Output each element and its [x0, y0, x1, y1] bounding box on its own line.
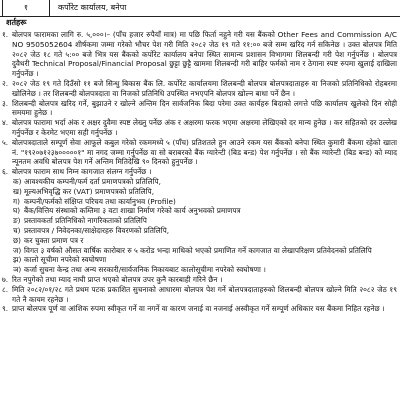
item-text: बोलपत्र फारामका लागि रु. ५,०००।– (पाँच हजार रुपैयाँ मात्र) मा पछि फिर्ता नहुने गरी यस बैंकको Other Fees and Commission A/C NO 9505052604 शीर्षकमा जम्मा गरेको भौचर पेश गरी मिति २०८२ जेठ १९ गते ११:०० बजे सम्म खरिद गर्न सकिनेछ । उक्त बोलपत्र मिति २०८२ जेठ १८ गते ५:०० बजे भित्र यस बैंकको कर्पोरेट कार्यालय बनेपा स्थित सामान्य प्रशासन विभागमा शिलबन्दी गरी पेश गर्नुपर्नेछ । बोलपत्र दुवैथरी Technical Proposal/Financial Proposal छुट्टा छुट्टै खाममा शिलबन्दी गरी बाहिर फर्मको नाम र ठेगाना स्पष्ट रुपमा खुलाई दाखिला गर्नुपर्नेछ । — [12, 30, 397, 79]
document-item — [0, 255, 400, 265]
condition-item — [0, 275, 400, 285]
condition-item — [0, 79, 400, 99]
sub-text: आवश्यकीय कम्पनी/फर्म दर्ता प्रमाणपत्रको प्रतिलिपि, — [24, 176, 161, 186]
sub-number: झ) — [13, 255, 22, 265]
item-number: ९. — [2, 304, 9, 314]
condition-item — [0, 304, 400, 314]
sub-number: ग) — [13, 196, 20, 206]
document-item — [0, 236, 400, 246]
sub-text: प्रस्तावकर्ता प्रतिनिधिको नागरिकताको प्रतिलिपि — [24, 216, 147, 226]
office-cell: कर्पोरेट कार्यालय, बनेपा — [58, 3, 127, 12]
condition-item — [0, 138, 400, 167]
item-number: ६. — [2, 167, 9, 177]
sub-number: घ) — [13, 206, 21, 216]
document-item — [0, 265, 400, 275]
item-number: १. — [2, 30, 9, 39]
conditions-list — [0, 30, 400, 314]
item-text: बोलपत्र फारामा भर्दा अंक र अक्षर दुवैमा स्पष्ट लेख्नु पर्नेछ अंक र अक्षरमा फरक भएमा अक्षरमा लेखिएको दर मान्य हुनेछ । कर सहितको दर उल्लेख गर्नुपर्नेछ र केरमेट भएमा सही गर्नुपर्नेछ । — [12, 118, 397, 137]
condition-item — [0, 285, 400, 305]
sub-number: ङ) — [13, 216, 21, 226]
sub-text: कर चुक्ता प्रमाण पत्र र — [24, 235, 84, 245]
top-table — [0, 0, 400, 17]
item-text: प्राप्त बोलपत्र पूर्ण वा आंशिक रुपमा स्वीकृत गर्ने वा नगर्ने वा कारण जनाई वा नजनाई अस्वीकृत गर्ने सम्पूर्ण अधिकार यस बैंकमा निहित रहनेछ । — [12, 304, 385, 314]
item-number: ७. — [2, 274, 9, 284]
sub-text: बैंक/वित्तिय संस्थाको कम्तिमा ३ वटा शाखा निर्माण गरेको कार्य अनुभवको प्रमाणपत्र — [24, 206, 241, 216]
sub-number: छ) — [13, 235, 21, 245]
document-item — [0, 246, 400, 256]
document-item — [0, 216, 400, 226]
item-number: ३. — [2, 98, 9, 108]
document-item — [0, 206, 400, 216]
conditions-heading: शर्तहरू — [6, 18, 27, 27]
document-item — [0, 187, 400, 197]
condition-item — [0, 99, 400, 119]
sub-text: मूल्यअभिवृद्धि कर (VAT) प्रमाणपत्रको प्रतिलिपि, — [24, 186, 155, 196]
sub-number: ञ) — [13, 265, 22, 275]
sub-number: क) — [13, 176, 22, 186]
item-text: बोलपत्र फाराम साथ निम्न कागजात संलग्न गर्नुपर्नेछ । — [12, 167, 152, 177]
sub-text: कम्पनी/फर्मको संक्षिप्त परिचय तथा कार्यानुभव (Profile) — [24, 196, 176, 206]
item-text: २०८२ जेठ १९ गते दिउँसो ११ बजे सिन्धु बिकास बैंक लि. कर्पोरेट कार्यालयमा शिलबन्दी बोलपत्र बोलपत्रदाताहरु वा निजको प्रतिनिधिको रोहबरमा खोलिनेछ । तर शिलबन्दी बोलपत्रदाता वा निजको प्रतिनिधि उपस्थित नभएपनि बोलपत्र खोल्न बाधा पर्ने छैन । — [12, 78, 397, 98]
row-number: १ — [2, 0, 50, 16]
sub-text: विगत ३ वर्षको औसत वार्षिक कारोबार रु ५ करोड भन्दा माथिको भएको प्रमाणित गर्ने कागजात वा लेखापरिक्षण प्रतिवेदनको प्रतिलिपि — [24, 245, 372, 255]
item-number: २. — [2, 78, 9, 88]
condition-item — [0, 118, 400, 138]
document-item — [0, 197, 400, 207]
condition-item — [0, 167, 400, 177]
item-text: रित नपुगेको तथा म्याद नाघी प्राप्त भएको बोलपत्र उपर कुनै कारबाही गरिने छैन । — [12, 274, 223, 284]
sub-number: च) — [13, 225, 21, 235]
item-text: मिति २०८२/०१/२८ गते प्रथम पटक प्रकाशित सुचनाको आधारमा बोलपत्र पेश गर्ने बोलपत्रदाताहरुको शिलबन्दी बोलपत्र खोल्ने मिति २०८२ जेठ १९ गते नै कायम रहनेछ । — [12, 284, 397, 304]
document-item — [0, 177, 400, 187]
sub-number: ज) — [13, 245, 22, 255]
item-number: ५. — [2, 137, 9, 147]
condition-item — [0, 30, 400, 79]
document-item — [0, 226, 400, 236]
sub-text: प्रस्तावपत्र / निवेदनका/साक्षेदारहरु विवरणको प्रतिलिपि, — [24, 225, 170, 235]
sub-text: कालो सूचीमा नपरेको स्वघोषणा — [24, 255, 107, 265]
item-number: ८. — [2, 284, 9, 294]
sub-text: कर्जा सुचना केन्द्र तथा अन्य सरकारी/सार्वजनिक निकायबाट कालोसूचीमा नपरेको स्वघोषणा । — [24, 265, 266, 275]
item-number: ४. — [2, 118, 9, 128]
item-text: शिलबन्दी बोलपत्र खरिद गर्ने, बुझाउने र खोल्ने अन्तिम दिन सार्वजनिक बिदा परेमा उक्त कार्यहरु बिदाको लगत्ते पछि कार्यालय खुलेको दिन सोही समयमा हुनेछ । — [12, 98, 397, 118]
item-text: बोलपत्रदाताले सम्पूर्ण सेवा आफूले कबुल गरेको रकममध्ये ५ (पाँच) प्रतिशतले हुन आउने रकम यस बैंकको बनेपा स्थित कुमारी बैंकमा रहेको खाता नं. "१९२०७१२३७०००००१" मा नगद जम्मा गर्नुपर्नेछ वा सो बराबरको बैंक ग्यारेन्टी (बिड बन्ड) पेश गर्नुपर्नेछ । सो बैंक ग्यारेन्टी (बिड बन्ड) को म्याद न्यूनतम अवधि बोलपत्र पेश गर्ने अन्तिम मितिदेखि ९० दिनको हुनुपर्नेछ । — [12, 137, 397, 167]
sub-number: ख) — [13, 186, 22, 196]
